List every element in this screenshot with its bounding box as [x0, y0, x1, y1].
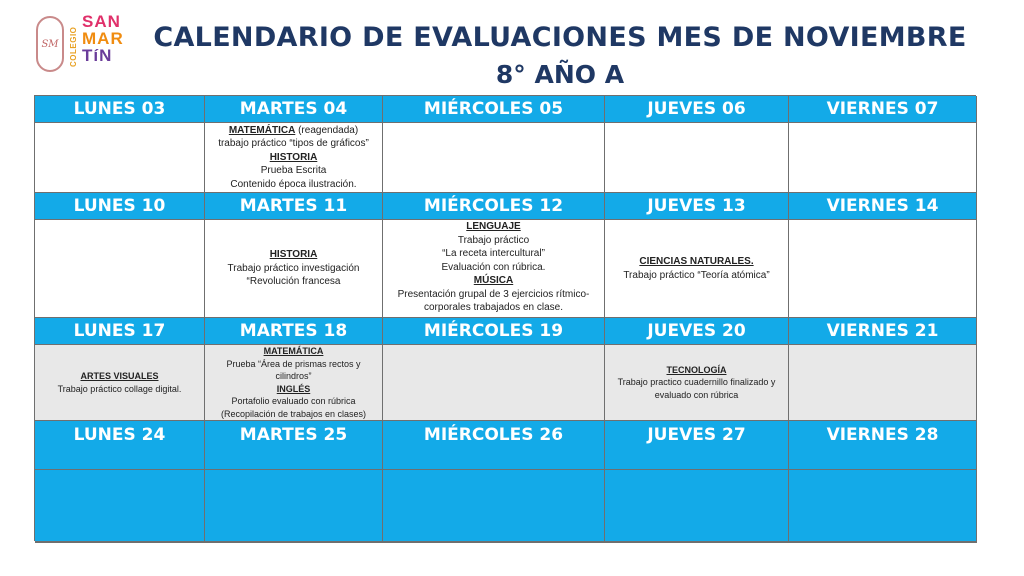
day-header: JUEVES 27: [605, 421, 789, 470]
evaluation-detail: trabajo práctico “tipos de gráficos”: [218, 138, 369, 150]
subject-note: (reagendada): [295, 124, 359, 136]
day-header: MIÉRCOLES 26: [383, 421, 605, 470]
day-cell: [35, 123, 205, 193]
day-header: VIERNES 07: [789, 96, 977, 123]
evaluation-detail: [625, 542, 768, 543]
day-cell: [789, 542, 977, 543]
logo-wordmark: SAN MAR TíN: [82, 12, 124, 65]
evaluation-subject-line: [264, 345, 324, 358]
logo-colegio-text: COLEGIO: [69, 26, 78, 68]
evaluation-detail: Evaluación con rúbrica.: [441, 261, 546, 273]
day-header: MIÉRCOLES 05: [383, 96, 605, 123]
day-cell: [205, 345, 383, 421]
logo-seal: SM: [36, 16, 64, 72]
day-header: JUEVES 06: [605, 96, 789, 123]
day-cell: [383, 123, 605, 193]
subject-name: TECNOLOGÍA: [666, 364, 727, 375]
evaluation-subject-line: [270, 151, 318, 165]
day-header: VIERNES 28: [789, 421, 977, 470]
subject-name: MATEMÁTICA: [263, 346, 324, 356]
day-cell: [605, 220, 789, 318]
evaluation-detail: Contenido época ilustración.: [230, 178, 357, 190]
evaluation-detail: Portafolio evaluado con rúbrica: [231, 396, 356, 406]
evaluation-subject-line: [80, 370, 158, 383]
evaluation-subject-line: [474, 274, 513, 288]
evaluation-detail: corporales trabajados en clase.: [424, 302, 563, 313]
day-cell: [35, 542, 205, 543]
evaluation-subject-line: [639, 255, 753, 269]
day-header: MARTES 04: [205, 96, 383, 123]
subject-name: MATEMÁTICA: [228, 124, 296, 136]
evaluation-detail: Prueba Escrita: [260, 165, 327, 177]
day-cell: [383, 220, 605, 318]
day-cell: [789, 220, 977, 318]
day-header: JUEVES 20: [605, 318, 789, 345]
evaluation-detail: “Revolución francesa: [246, 276, 341, 288]
evaluation-detail: Trabajo práctico collage digital.: [57, 383, 182, 394]
day-cell: [605, 123, 789, 193]
evaluation-detail: evaluado con rúbrica: [654, 389, 739, 400]
day-header-extension: [383, 470, 605, 542]
subject-name: HISTORIA: [269, 249, 318, 261]
evaluation-subject-line: [474, 542, 513, 543]
day-cell: [605, 542, 789, 543]
day-cell: [205, 542, 383, 543]
subject-name: LENGUAJE: [466, 221, 521, 232]
evaluation-detail: Trabajo practico cuadernillo finalizado y: [617, 377, 776, 388]
evaluation-detail: Trabajo práctico “Teoría atómica”: [623, 269, 770, 281]
subject-name: CIENCIAS NATURALES.: [639, 256, 754, 267]
subject-name: ARTES VISUALES: [80, 371, 159, 381]
day-header: LUNES 24: [35, 421, 205, 470]
evaluation-subject-line: [229, 124, 358, 138]
day-cell: [383, 542, 605, 543]
evaluation-detail: Trabajo práctico: [457, 234, 530, 246]
evaluation-subject-line: [466, 220, 520, 234]
day-header-extension: [35, 470, 205, 542]
day-header: MARTES 25: [205, 421, 383, 470]
day-cell: [789, 123, 977, 193]
day-cell: [35, 345, 205, 421]
day-cell: [789, 345, 977, 421]
day-header: LUNES 17: [35, 318, 205, 345]
day-header: LUNES 03: [35, 96, 205, 123]
day-header-extension: [789, 470, 977, 542]
day-header: VIERNES 21: [789, 318, 977, 345]
subject-name: HISTORIA: [269, 151, 318, 163]
subject-name: MÚSICA: [473, 275, 514, 286]
day-header-extension: [205, 470, 383, 542]
page-title: CALENDARIO DE EVALUACIONES MES DE NOVIEMBRE: [153, 22, 967, 53]
day-cell: [383, 345, 605, 421]
day-header: VIERNES 14: [789, 193, 977, 220]
day-header: MARTES 11: [205, 193, 383, 220]
day-header-extension: [605, 470, 789, 542]
evaluation-subject-line: [270, 248, 318, 262]
day-header: MIÉRCOLES 19: [383, 318, 605, 345]
evaluation-subject-line: [667, 364, 727, 377]
evaluation-detail: Prueba “Área de prismas rectos y: [226, 358, 361, 369]
evaluation-subject-line: [277, 383, 311, 396]
day-cell: [205, 220, 383, 318]
evaluation-detail: (Recopilación de trabajos en clases): [220, 408, 367, 419]
day-header: LUNES 10: [35, 193, 205, 220]
day-header: MARTES 18: [205, 318, 383, 345]
page-subtitle: 8° AÑO A: [495, 60, 625, 89]
evaluation-detail: cilindros”: [275, 371, 312, 381]
school-logo: [36, 14, 146, 78]
day-cell: [35, 220, 205, 318]
evaluation-detail: Trabajo práctico investigación: [227, 262, 360, 274]
day-cell: [205, 123, 383, 193]
evaluation-detail: “La receta intercultural”: [442, 248, 545, 259]
day-header: JUEVES 13: [605, 193, 789, 220]
subject-name: INGLÉS: [276, 383, 311, 394]
day-header: MIÉRCOLES 12: [383, 193, 605, 220]
day-cell: [605, 345, 789, 421]
evaluation-calendar: [34, 95, 976, 541]
evaluation-detail: Presentación grupal de 3 ejercicios rítmico-: [397, 288, 590, 300]
